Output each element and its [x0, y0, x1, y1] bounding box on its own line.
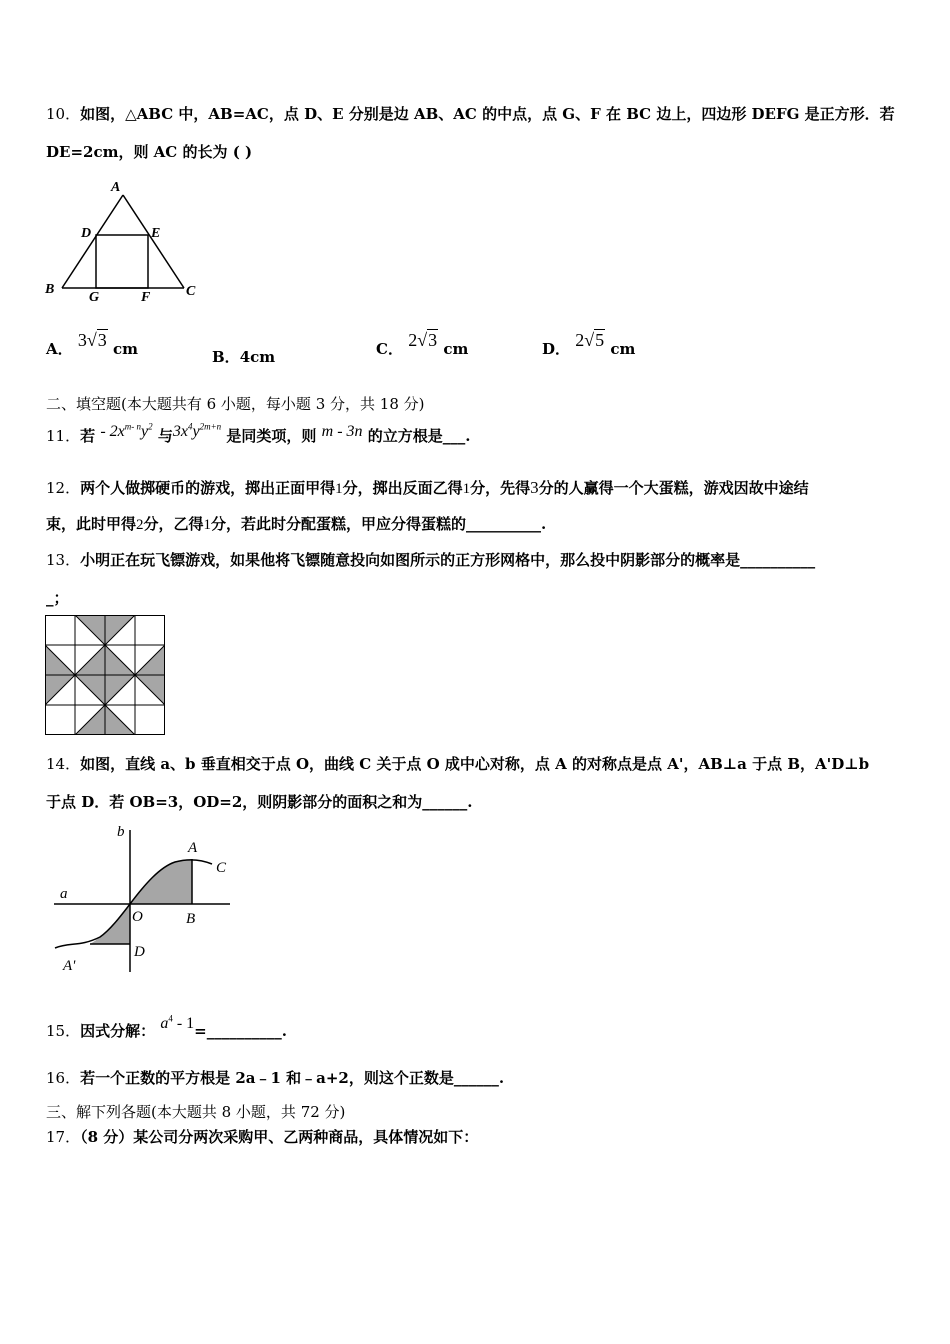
q10-text-line1: 如图，△ABC 中，AB=AC，点 D、E 分别是边 AB、AC 的中点，点 G、F 在 BC 边上，四边形 DEFG 是正方形．若	[80, 105, 895, 123]
q15-expression	[160, 1013, 194, 1032]
text: 如图，直线 a、b 垂直相交于点 O，曲线 C 关于点 O 成中心对称，点 A 的对称点是点 A'，AB⊥a 于点 B，A'D⊥b	[80, 755, 870, 773]
exp: m- n	[124, 421, 142, 432]
coef: 2	[408, 330, 418, 350]
var: y	[141, 423, 149, 440]
q11-monomial-2	[173, 423, 221, 440]
q11	[46, 421, 471, 446]
label-F: F	[141, 290, 151, 305]
label-C: C	[186, 284, 196, 299]
q16-number: 16．	[46, 1069, 81, 1087]
text: 分的人赢得一个大蛋糕，游戏因故中途结	[538, 479, 809, 497]
option-unit: cm	[443, 340, 469, 358]
q10-number: 10．	[46, 105, 81, 123]
exp: 4	[188, 421, 193, 432]
text: 分，若此时分配蛋糕，甲应分得蛋糕的__________.	[211, 515, 547, 533]
q10-option-b[interactable]	[212, 346, 275, 367]
sign: -	[100, 423, 106, 440]
q13-number: 13．	[46, 551, 81, 569]
option-d-radical: 2√5	[575, 330, 605, 350]
label-A: A	[111, 180, 121, 195]
rest: - 1	[172, 1015, 195, 1032]
text: 分，乙得	[143, 515, 204, 533]
q13-grid-figure	[45, 615, 165, 735]
section-3-heading: 三、解下列各题(本大题共 8 小题，共 72 分)	[46, 1103, 346, 1121]
text: 分，先得	[470, 479, 531, 497]
q14-curve-figure	[50, 822, 240, 977]
label-A: A	[188, 840, 198, 856]
label-D: D	[81, 226, 92, 241]
exp: 2m+n	[199, 421, 222, 432]
q10-option-d[interactable]	[542, 330, 636, 359]
q12-line1	[46, 477, 809, 498]
q15	[46, 1013, 287, 1041]
text: 因式分解：	[80, 1022, 156, 1040]
q12-number: 12．	[46, 479, 81, 497]
q11-expression: m - 3n	[321, 423, 363, 440]
base: a	[160, 1015, 169, 1032]
var: x	[117, 423, 125, 440]
coef: 3	[77, 330, 87, 350]
coef: 3	[172, 423, 181, 440]
number: 3	[530, 478, 539, 497]
q15-number: 15．	[46, 1022, 81, 1040]
q11-monomial-1	[100, 423, 152, 440]
number: 1	[335, 481, 343, 497]
exp: 4	[168, 1013, 173, 1024]
option-letter: D．	[542, 340, 571, 358]
option-letter: B．	[212, 348, 240, 366]
q17-number: 17．	[46, 1128, 81, 1146]
q12-line2	[46, 513, 546, 534]
text: 若一个正数的平方根是 2a﹣1 和﹣a+2，则这个正数是______.	[80, 1069, 505, 1087]
q10-line2: DE=2cm，则 AC 的长为 ( )	[46, 143, 253, 161]
option-unit: cm	[113, 340, 139, 358]
label-D: D	[134, 944, 145, 960]
label-A-prime: A'	[63, 958, 76, 974]
radicand: 3	[97, 330, 107, 350]
q11-and: 与	[157, 427, 173, 445]
radicand: 5	[595, 330, 605, 350]
q10-option-a[interactable]	[46, 330, 139, 359]
exp: 2	[148, 421, 153, 432]
q17	[46, 1126, 478, 1147]
option-unit: cm	[610, 340, 636, 358]
q11-mid: 是同类项，则	[226, 427, 317, 445]
option-letter: A．	[46, 340, 73, 358]
text: （8 分）某公司分两次采购甲、乙两种商品，具体情况如下：	[80, 1128, 479, 1146]
label-E: E	[151, 226, 161, 241]
text: =__________.	[194, 1022, 287, 1040]
option-letter: C．	[376, 340, 403, 358]
radicand: 3	[428, 330, 438, 350]
q10-triangle-figure	[40, 175, 210, 310]
coef: 2	[109, 423, 118, 440]
label-B: B	[45, 282, 55, 297]
text: 分，掷出反面乙得	[342, 479, 463, 497]
label-O: O	[132, 909, 143, 925]
q10-option-c[interactable]	[376, 330, 469, 359]
label-C: C	[216, 860, 227, 876]
label-G: G	[89, 290, 100, 305]
q13-line2: _；	[46, 589, 69, 607]
q11-number: 11．	[46, 427, 81, 445]
label-a: a	[60, 886, 68, 902]
label-b: b	[117, 824, 125, 840]
option-a-radical: 3√3	[77, 330, 107, 350]
q14-number: 14．	[46, 755, 81, 773]
label-B: B	[186, 911, 196, 927]
q11-post: 的立方根是___.	[367, 427, 471, 445]
text: 小明正在玩飞镖游戏，如果他将飞镖随意投向如图所示的正方形网格中，那么投中阴影部分的概率是__________	[80, 551, 816, 569]
number: 1	[462, 481, 471, 497]
q14-line1	[46, 753, 869, 774]
q10-line1	[46, 103, 895, 124]
q14-line2: 于点 D．若 OB=3，OD=2，则阴影部分的面积之和为______.	[46, 793, 473, 811]
var: x	[180, 423, 188, 440]
section-2-heading: 二、填空题(本大题共有 6 小题，每小题 3 分，共 18 分)	[46, 395, 425, 413]
text: 两个人做掷硬币的游戏，掷出正面甲得	[80, 479, 336, 497]
var: y	[192, 423, 200, 440]
coef: 2	[575, 330, 585, 350]
q13-line1	[46, 549, 815, 570]
q16	[46, 1067, 504, 1088]
option-text: 4cm	[239, 348, 276, 366]
number: 2	[136, 517, 144, 533]
option-c-radical: 2√3	[408, 330, 438, 350]
number: 1	[203, 517, 212, 533]
text: 束，此时甲得	[46, 515, 137, 533]
q11-pre: 若	[80, 427, 96, 445]
